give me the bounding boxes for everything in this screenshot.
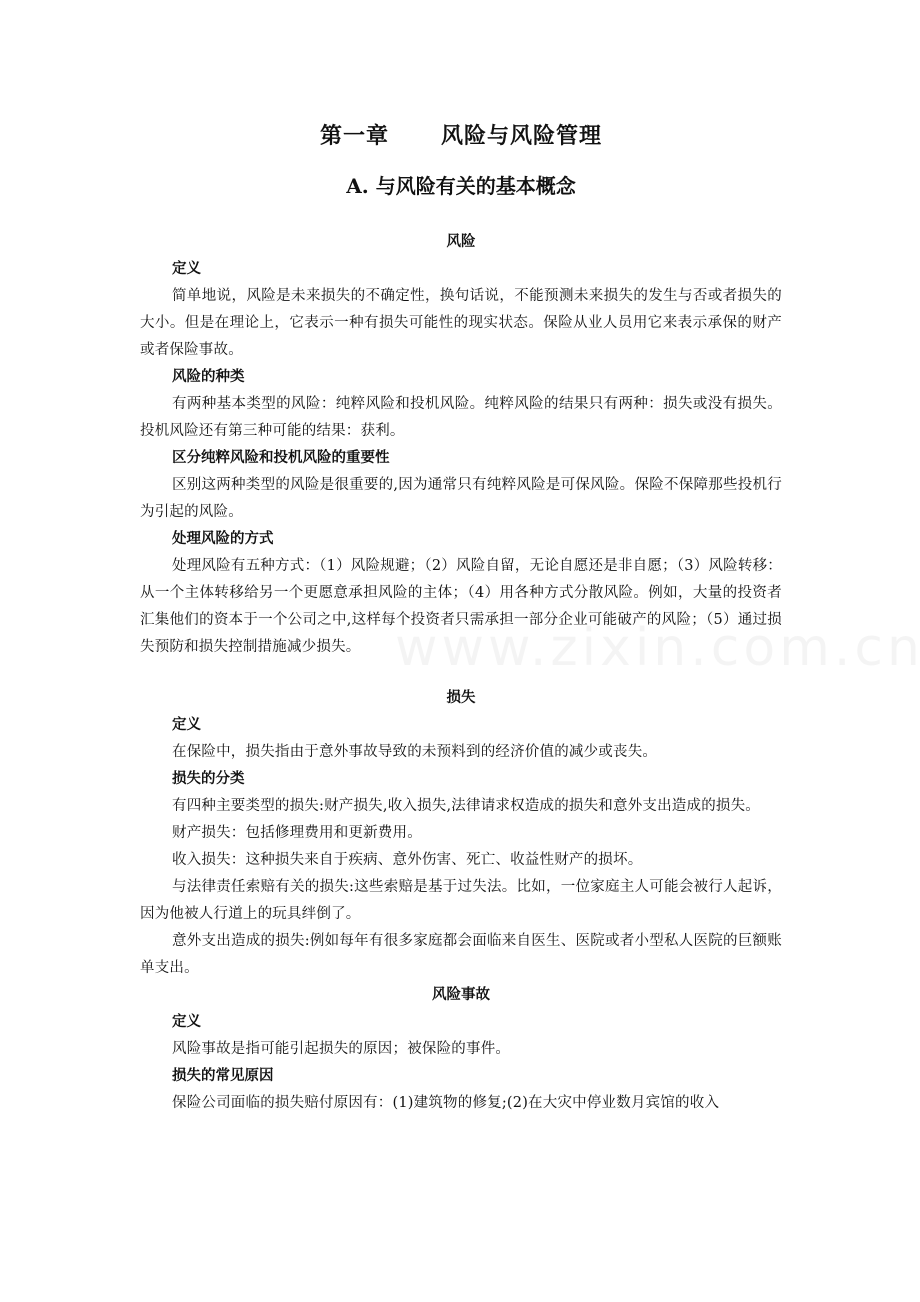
loss-liability-text: 与法律责任索赔有关的损失:这些索赔是基于过失法。比如，一位家庭主人可能会被行人起诉，因为他被人行道上的玩具绊倒了。 <box>140 879 782 922</box>
section-title: A. 与风险有关的基本概念 <box>346 174 576 198</box>
risk-handling-text: 处理风险有五种方式：（1）风险规避；（2）风险自留，无论自愿还是非自愿；（3）风险转移：从一个主体转移给另一个更愿意承担风险的主体；（4）用各种方式分散风险。例如，大量的投资者汇集他们的资本于一个公司之中,这样每个投资者只需承担一部分企业可能破产的风险；（5）通过损失预防和损失控制措施减少损失。 <box>140 558 782 655</box>
loss-property-text: 财产损失：包括修理费用和更新费用。 <box>172 825 422 841</box>
peril-definition-heading: 定义 <box>172 1014 201 1030</box>
risk-types-text: 有两种基本类型的风险：纯粹风险和投机风险。纯粹风险的结果只有两种：损失或没有损失。投机风险还有第三种可能的结果：获利。 <box>140 396 782 439</box>
peril-section <box>140 982 782 1117</box>
risk-definition-text: 简单地说，风险是未来损失的不确定性，换句话说，不能预测未来损失的发生与否或者损失的大小。但是在理论上，它表示一种有损失可能性的现实状态。保险从业人员用它来表示承保的财产或者保险事故。 <box>140 288 782 358</box>
risk-handling-heading: 处理风险的方式 <box>172 531 274 547</box>
risk-importance-text: 区别这两种类型的风险是很重要的,因为通常只有纯粹风险是可保风险。保险不保障那些投机行为引起的风险。 <box>140 477 782 520</box>
risk-types-heading: 风险的种类 <box>172 369 245 385</box>
loss-section <box>140 685 782 982</box>
loss-expense-text: 意外支出造成的损失:例如每年有很多家庭都会面临来自医生、医院或者小型私人医院的巨额账单支出。 <box>140 933 782 976</box>
loss-definition-text: 在保险中，损失指由于意外事故导致的未预料到的经济价值的减少或丧失。 <box>172 744 658 760</box>
loss-definition-heading: 定义 <box>172 717 201 733</box>
loss-income-text: 收入损失：这种损失来自于疾病、意外伤害、死亡、收益性财产的损坏。 <box>172 852 643 868</box>
chapter-title: 第一章 风险与风险管理 <box>320 124 602 149</box>
loss-title: 损失 <box>446 690 476 706</box>
loss-classification-text: 有四种主要类型的损失:财产损失,收入损失,法律请求权造成的损失和意外支出造成的损失。 <box>172 798 760 814</box>
document-content <box>140 118 782 1117</box>
risk-title: 风险 <box>446 234 476 250</box>
risk-section <box>140 229 782 661</box>
peril-definition-text: 风险事故是指可能引起损失的原因；被保险的事件。 <box>172 1041 511 1057</box>
peril-causes-heading: 损失的常见原因 <box>172 1068 274 1084</box>
peril-title: 风险事故 <box>432 987 490 1003</box>
peril-causes-text: 保险公司面临的损失赔付原因有：(1)建筑物的修复;(2)在大灾中停业数月宾馆的收入 <box>172 1095 720 1111</box>
loss-classification-heading: 损失的分类 <box>172 771 245 787</box>
risk-importance-heading: 区分纯粹风险和投机风险的重要性 <box>172 450 390 466</box>
risk-definition-heading: 定义 <box>172 261 201 277</box>
